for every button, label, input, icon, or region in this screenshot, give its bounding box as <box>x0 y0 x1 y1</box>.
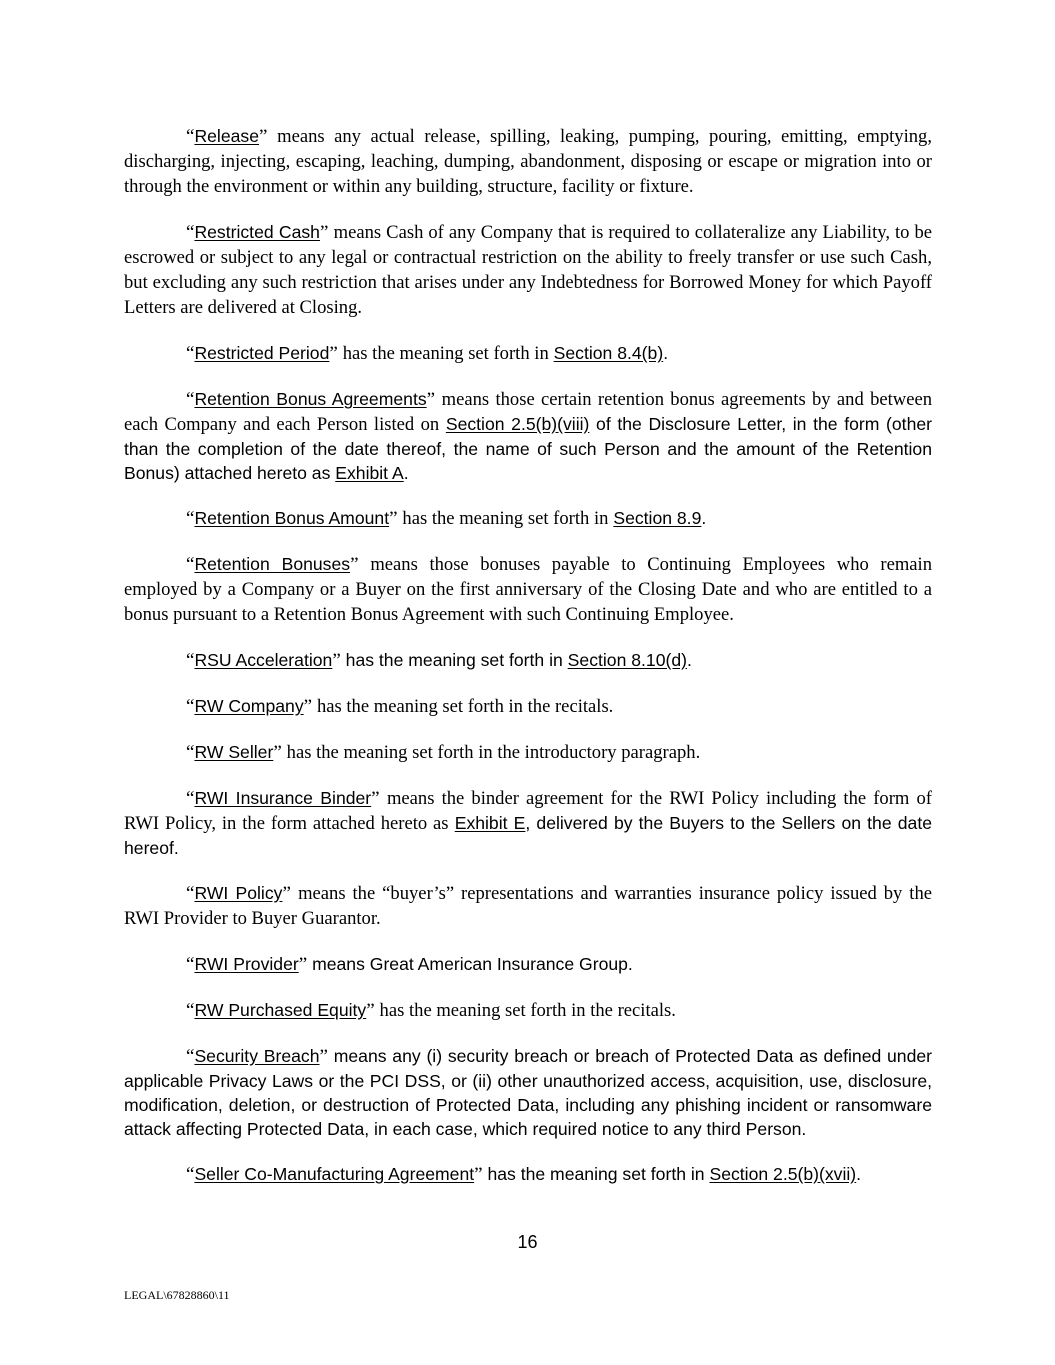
definitions-list <box>124 124 932 1208</box>
definition-release: “Release” means any actual release, spilling, leaking, pumping, pouring, emitting, emptying, discharging, injecting, escaping, leaching, dumping, abandonment, disposing or escape or migration into or through the environment or within any building, structure, facility or fixture. <box>124 126 932 197</box>
punctuation: . <box>701 508 707 528</box>
section-reference: Section 2.5(b)(viii) <box>445 414 590 434</box>
punctuation: . <box>403 463 409 483</box>
exhibit-reference: Exhibit E <box>454 813 526 833</box>
definition-text: has the meaning set forth in <box>342 343 549 364</box>
definition-text: means those bonuses payable to Continuing Employees who remain employed by a Company or a Buyer on the first anniversary of the Closing Date and who are entitled to a bonus pursuant to a Retention Bonus Agreement with such Continuing Employee. <box>124 554 933 625</box>
definition-rw-purchased-equity: “RW Purchased Equity” has the meaning set forth in the recitals. <box>186 1000 676 1021</box>
defined-term: Restricted Cash <box>194 222 320 242</box>
defined-term: RWI Policy <box>194 883 283 903</box>
definition-text-continued: , delivered by the Buyers to the Sellers on the date hereof. <box>124 813 932 858</box>
definition-text: has the meaning set forth in <box>402 508 609 529</box>
definition-text: has the meaning set forth in the recitals. <box>316 696 614 717</box>
defined-term: Retention Bonus Amount <box>194 508 390 528</box>
section-reference: Section 2.5(b)(xvii) <box>709 1164 857 1184</box>
definition-security-breach: “Security Breach” means any (i) security breach or breach of Protected Data as defined under applicable Privacy Laws or the PCI DSS, or (ii) other unauthorized access, acquisition, use, disclosure, modification, deletion, or destruction of Protected Data, including any phishing incident or ransomware attack affecting Protected Data, in each case, which required notice to any third Person. <box>124 1046 933 1139</box>
defined-term: Retention Bonus Agreements <box>194 389 427 409</box>
defined-term: RSU Acceleration <box>194 650 333 670</box>
punctuation: . <box>663 343 669 363</box>
definition-text: means Cash of any Company that is required to collateralize any Liability, to be escrowed or subject to any legal or contractual restriction on the ability to freely transfer or use such Cash, but excluding any such restriction that arises under any Indebtedness for Borrowed Money for which Payoff Letters are delivered at Closing. <box>124 222 933 318</box>
definition-text: has the meaning set forth in <box>345 650 563 670</box>
document-id: LEGAL\67828860\11 <box>124 1288 230 1302</box>
definition-restricted-period: “Restricted Period” has the meaning set forth in Section 8.4(b). <box>186 343 669 364</box>
punctuation: . <box>687 650 692 670</box>
section-reference: Section 8.10(d) <box>567 650 687 670</box>
defined-term: RW Company <box>194 696 304 716</box>
definition-rwi-policy: “RWI Policy” means the “buyer’s” representations and warranties insurance policy issued by the RWI Provider to Buyer Guarantor. <box>124 883 932 929</box>
definition-text: has the meaning set forth in the introductory paragraph. <box>286 742 701 763</box>
definition-text: means the “buyer’s” representations and warranties insurance policy issued by the RWI Provider to Buyer Guarantor. <box>124 883 932 929</box>
defined-term: Release <box>194 126 259 146</box>
defined-term: RWI Insurance Binder <box>194 788 372 808</box>
defined-term: Retention Bonuses <box>194 554 351 574</box>
definition-text: means any actual release, spilling, leaking, pumping, pouring, emitting, emptying, discharging, injecting, escaping, leaching, dumping, abandonment, disposing or escape or migration into or through the environment or within any building, structure, facility or fixture. <box>124 126 932 197</box>
definition-restricted-cash: “Restricted Cash” means Cash of any Company that is required to collateralize any Liability, to be escrowed or subject to any legal or contractual restriction on the ability to freely transfer or use such Cash, but excluding any such restriction that arises under any Indebtedness for Borrowed Money for which Payoff Letters are delivered at Closing. <box>124 222 933 318</box>
definition-rwi-provider: “RWI Provider” means Great American Insurance Group. <box>186 954 633 975</box>
defined-term: Security Breach <box>194 1046 320 1066</box>
definition-rw-seller: “RW Seller” has the meaning set forth in the introductory paragraph. <box>186 742 701 763</box>
definition-text: means Great American Insurance Group. <box>312 954 633 974</box>
section-reference: Section 8.9 <box>613 508 702 528</box>
definition-rw-company: “RW Company” has the meaning set forth in the recitals. <box>186 696 614 717</box>
defined-term: RW Seller <box>194 742 274 762</box>
defined-term: Seller Co-Manufacturing Agreement <box>194 1164 475 1184</box>
defined-term: RWI Provider <box>194 954 299 974</box>
definition-text-continued: of the Disclosure Letter, in the form (other than the completion of the date thereof, the name of such Person and the amount of the Retention Bonus) attached hereto as <box>124 414 933 483</box>
definition-text: means any (i) security breach or breach of Protected Data as defined under applicable Privacy Laws or the PCI DSS, or (ii) other unauthorized access, acquisition, use, disclosure, modification, deletion, or destruction of Protected Data, including any phishing incident or ransomware attack affecting Protected Data, in each case, which required notice to any third Person. <box>124 1046 933 1139</box>
definition-retention-bonus-agreements: “Retention Bonus Agreements” means those certain retention bonus agreements by and between each Company and each Person listed on Section 2.5(b)(viii) of the Disclosure Letter, in the form (other than the completion of the date thereof, the name of such Person and the amount of the Retention Bonus) attached hereto as Exhibit A. <box>124 389 933 483</box>
defined-term: RW Purchased Equity <box>194 1000 367 1020</box>
definition-rwi-insurance-binder: “RWI Insurance Binder” means the binder agreement for the RWI Policy including the form of RWI Policy, in the form attached hereto as Exhibit E, delivered by the Buyers to the Sellers on the date hereof. <box>124 788 932 858</box>
definition-seller-co-manufacturing-agreement: “Seller Co-Manufacturing Agreement” has the meaning set forth in Section 2.5(b)(xvii). <box>186 1164 862 1185</box>
definition-rsu-acceleration: “RSU Acceleration” has the meaning set forth in Section 8.10(d). <box>186 650 692 671</box>
definition-retention-bonuses: “Retention Bonuses” means those bonuses payable to Continuing Employees who remain employed by a Company or a Buyer on the first anniversary of the Closing Date and who are entitled to a bonus pursuant to a Retention Bonus Agreement with such Continuing Employee. <box>124 554 933 625</box>
page-number: 16 <box>517 1232 538 1252</box>
definition-text: means those certain retention bonus agreements by and between each Company and each Person listed on <box>124 389 933 435</box>
definition-text: has the meaning set forth in the recitals. <box>379 1000 676 1021</box>
exhibit-reference: Exhibit A <box>335 463 404 483</box>
defined-term: Restricted Period <box>194 343 330 363</box>
definition-text: means the binder agreement for the RWI Policy including the form of RWI Policy, in the form attached hereto as <box>124 788 932 834</box>
definition-retention-bonus-amount: “Retention Bonus Amount” has the meaning set forth in Section 8.9. <box>186 508 707 529</box>
definition-text: has the meaning set forth in <box>487 1164 705 1184</box>
punctuation: . <box>856 1164 862 1184</box>
section-reference: Section 8.4(b) <box>553 343 664 363</box>
